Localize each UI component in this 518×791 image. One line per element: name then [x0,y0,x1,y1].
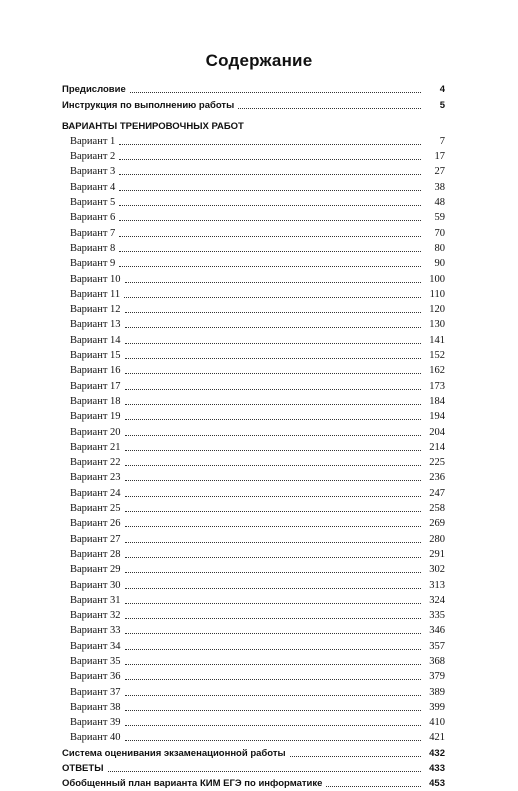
dot-leader [290,755,421,757]
toc-entry-label: Вариант 14 [70,334,121,346]
toc-entry-label: Вариант 15 [70,350,121,362]
toc-entry-label: Вариант 35 [70,655,121,667]
toc-entry-label: Вариант 21 [70,441,121,453]
toc-entry-page: 5 [439,99,445,111]
toc-entry-label: Вариант 36 [70,671,121,683]
dot-leader [124,296,421,298]
toc-entry-label: Вариант 9 [70,258,116,270]
toc-entry-label: Вариант 16 [70,365,121,377]
toc-entry [62,149,445,164]
dot-leader [119,250,421,252]
toc-entry-page: 335 [429,610,445,622]
toc-entry-page: 280 [429,533,445,545]
toc-entry-label: Вариант 28 [70,548,121,560]
toc-entry [62,317,445,332]
toc-entry-label: Обобщенный план варианта КИМ ЕГЭ по информатике [62,778,323,790]
toc-entry-label: Вариант 20 [70,426,121,438]
dot-leader [125,372,421,374]
toc-entry-page: 152 [429,350,445,362]
dot-leader [125,434,421,436]
toc-entry-page: 4 [439,84,445,96]
toc-entry [62,531,445,546]
toc-entry-page: 389 [429,686,445,698]
toc-entry-page: 141 [429,334,445,346]
toc-entry [62,348,445,363]
toc-entry [62,761,445,776]
toc-entry-label: Вариант 30 [70,579,121,591]
toc-entry-label: ОТВЕТЫ [62,763,104,775]
toc-entry-page: 7 [439,135,445,147]
toc-entry-label: Вариант 26 [70,518,121,530]
toc-entry [62,302,445,317]
toc-entry-label: Вариант 23 [70,472,121,484]
dot-leader [238,107,421,109]
dot-leader [125,709,421,711]
toc-entry-page: 17 [434,151,445,163]
toc-entry-page: 433 [429,763,445,775]
toc-entry [62,195,445,210]
dot-leader [125,449,421,451]
dot-leader [119,158,421,160]
toc-entry [62,516,445,531]
toc-entry-label: Система оценивания экзаменационной работы [62,747,286,759]
toc-entry [62,82,445,97]
toc-entry-label: Вариант 8 [70,242,116,254]
toc-entry [62,363,445,378]
dot-leader [125,510,421,512]
toc-entry-page: 421 [429,732,445,744]
dot-leader [125,326,421,328]
dot-leader [125,541,421,543]
toc-entry [62,501,445,516]
toc-entry [62,593,445,608]
toc-entry [62,210,445,225]
dot-leader [125,648,421,650]
dot-leader [326,785,421,787]
toc-entry [62,225,445,240]
toc-entry [62,179,445,194]
toc-entry [62,440,445,455]
toc-entry-page: 368 [429,655,445,667]
toc-entry-label: Вариант 12 [70,304,121,316]
toc-entry-label: Вариант 10 [70,273,121,285]
toc-entry [62,715,445,730]
dot-leader [119,173,421,175]
toc-entry-label: Вариант 2 [70,151,116,163]
dot-leader [125,479,421,481]
toc-entry [62,669,445,684]
dot-leader [125,617,421,619]
toc-entry-label: Вариант 17 [70,380,121,392]
toc-entry-page: 225 [429,457,445,469]
dot-leader [119,143,421,145]
dot-leader [119,189,421,191]
bottom-entries [62,745,445,791]
dot-leader [125,571,421,573]
toc-entry-label: Вариант 11 [70,288,121,300]
dot-leader [125,739,421,741]
toc-entry-page: 302 [429,564,445,576]
toc-entry-page: 313 [429,579,445,591]
toc-entry-label: Вариант 34 [70,640,121,652]
toc-entry [62,470,445,485]
toc-entry-page: 269 [429,518,445,530]
toc-entry [62,378,445,393]
dot-leader [125,281,421,283]
toc-entry [62,241,445,256]
toc-entry [62,700,445,715]
dot-leader [119,204,421,206]
toc-entry-label: Вариант 1 [70,135,116,147]
toc-entry-label: Вариант 32 [70,610,121,622]
toc-entry-label: Вариант 4 [70,181,116,193]
toc-entry-page: 90 [434,258,445,270]
toc-entry [62,577,445,592]
dot-leader [125,495,421,497]
dot-leader [125,464,421,466]
toc-entry-label: Вариант 31 [70,594,121,606]
toc-entry [62,394,445,409]
dot-leader [119,219,421,221]
toc-entry-page: 100 [429,273,445,285]
toc-entry-page: 291 [429,548,445,560]
toc-entry-page: 162 [429,365,445,377]
toc-entry-page: 379 [429,671,445,683]
toc-entry-label: Вариант 39 [70,717,121,729]
toc-entry [62,97,445,112]
toc-entry-label: Вариант 22 [70,457,121,469]
dot-leader [125,525,421,527]
section-title: ВАРИАНТЫ ТРЕНИРОВОЧНЫХ РАБОТ [62,120,244,132]
toc-entry [62,547,445,562]
toc-entry-page: 204 [429,426,445,438]
toc-entry-page: 453 [429,778,445,790]
toc-entry-label: Вариант 19 [70,411,121,423]
toc-entry-page: 410 [429,717,445,729]
toc-entry [62,271,445,286]
dot-leader [125,418,421,420]
dot-leader [108,770,422,772]
toc-entry [62,730,445,745]
toc-entry [62,424,445,439]
toc-entry-page: 59 [434,212,445,224]
dot-leader [125,403,421,405]
toc-entry [62,332,445,347]
toc-entry-page: 120 [429,304,445,316]
top-entries [62,82,445,113]
dot-leader [119,265,421,267]
toc-entry [62,608,445,623]
toc-entry-page: 236 [429,472,445,484]
toc-entry-label: Вариант 6 [70,212,116,224]
dot-leader [125,587,421,589]
dot-leader [125,311,421,313]
dot-leader [130,91,421,93]
toc-entry-label: Вариант 3 [70,166,116,178]
toc-entry-page: 346 [429,625,445,637]
toc-entry [62,409,445,424]
toc-entry-page: 48 [434,197,445,209]
toc-entry-page: 357 [429,640,445,652]
toc-entry [62,256,445,271]
toc-entry-label: Вариант 25 [70,503,121,515]
dot-leader [125,342,421,344]
dot-leader [125,663,421,665]
toc-entry-page: 70 [434,227,445,239]
toc-entry-page: 27 [434,166,445,178]
dot-leader [125,556,421,558]
toc-entry [62,287,445,302]
toc-entry-label: Вариант 27 [70,533,121,545]
dot-leader [125,632,421,634]
table-of-contents [62,82,445,791]
toc-entry [62,684,445,699]
toc-entry-label: Вариант 7 [70,227,116,239]
toc-entry [62,776,445,791]
toc-entry-label: Вариант 33 [70,625,121,637]
toc-entry-label: Вариант 18 [70,395,121,407]
toc-entry-label: Вариант 13 [70,319,121,331]
toc-entry [62,654,445,669]
toc-entry-page: 80 [434,242,445,254]
toc-entry-page: 173 [429,380,445,392]
toc-entry-page: 194 [429,411,445,423]
toc-entry-label: Вариант 38 [70,701,121,713]
toc-entry-label: Вариант 24 [70,487,121,499]
dot-leader [125,678,421,680]
toc-entry [62,164,445,179]
dot-leader [125,694,421,696]
toc-entry [62,455,445,470]
toc-entry-page: 432 [429,747,445,759]
toc-entry [62,623,445,638]
dot-leader [125,388,421,390]
toc-entry [62,134,445,149]
toc-entry-page: 214 [429,441,445,453]
toc-entry-page: 247 [429,487,445,499]
dot-leader [119,235,421,237]
toc-entry-label: Вариант 29 [70,564,121,576]
toc-entry-page: 399 [429,701,445,713]
toc-entry-page: 38 [434,181,445,193]
toc-entry-page: 324 [429,594,445,606]
toc-entry-label: Вариант 5 [70,197,116,209]
page-title: Содержание [205,51,313,70]
dot-leader [125,724,421,726]
toc-entry-page: 184 [429,395,445,407]
toc-entry [62,485,445,500]
dot-leader [125,602,421,604]
toc-entry [62,745,445,760]
toc-entry-page: 110 [429,288,445,300]
toc-entry [62,562,445,577]
section-items [62,134,445,746]
toc-entry [62,638,445,653]
dot-leader [125,357,421,359]
toc-entry-label: Инструкция по выполнению работы [62,99,235,111]
toc-entry-page: 258 [429,503,445,515]
toc-entry-label: Вариант 40 [70,732,121,744]
toc-entry-label: Вариант 37 [70,686,121,698]
toc-entry-label: Предисловие [62,84,126,96]
toc-entry-page: 130 [429,319,445,331]
